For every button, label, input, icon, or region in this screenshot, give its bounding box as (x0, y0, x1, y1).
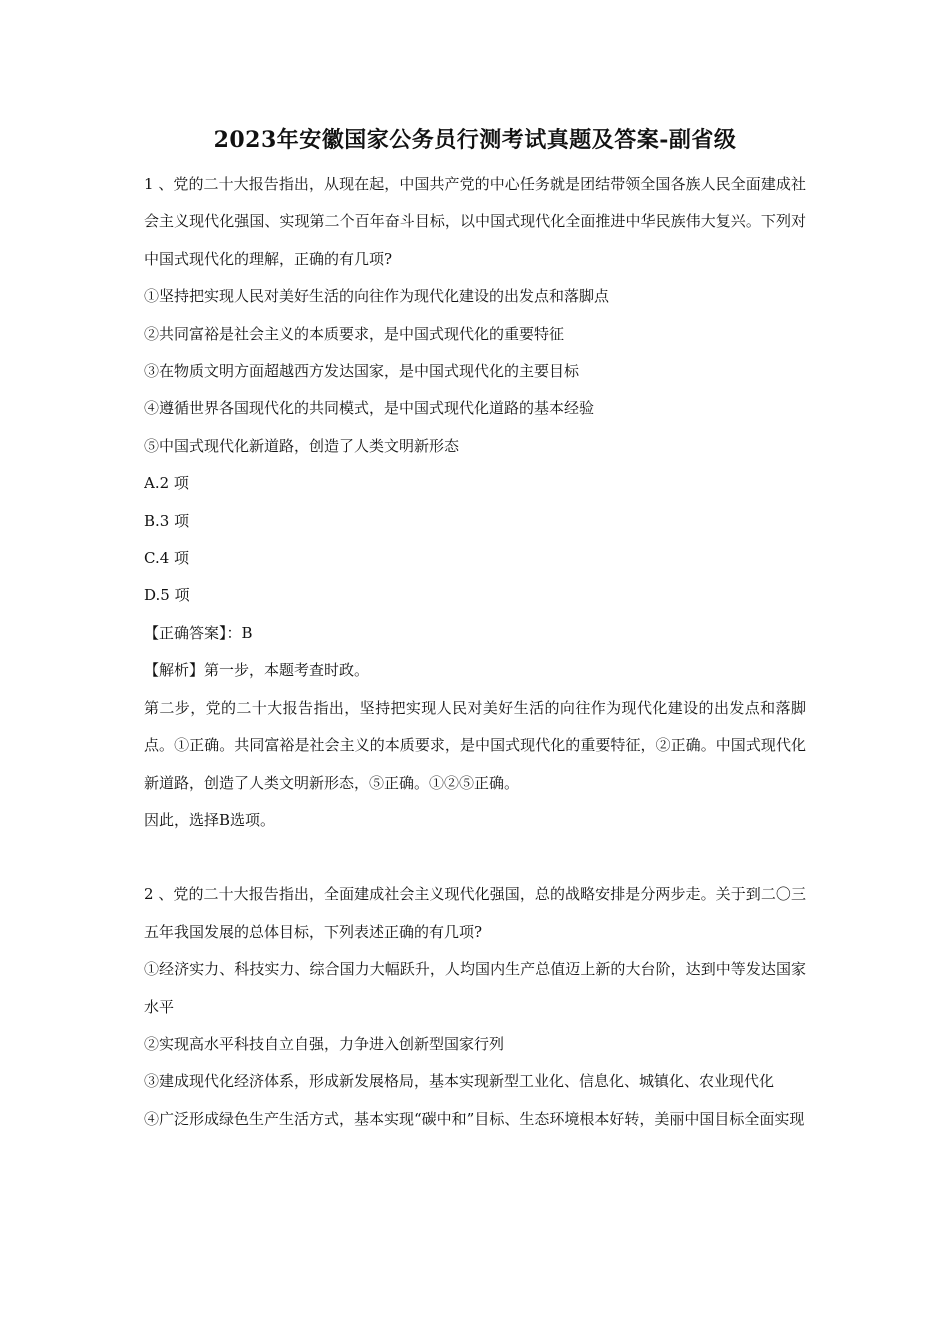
option-c: C.4 项 (144, 549, 190, 568)
question-spacer (144, 839, 806, 876)
statement-2: ②共同富裕是社会主义的本质要求，是中国式现代化的重要特征 (144, 324, 565, 343)
option-a: A.2 项 (144, 474, 189, 493)
question-stem: 2 、党的二十大报告指出，全面建成社会主义现代化强国，总的战略安排是分两步走。关于到二〇三五年我国发展的总体目标，下列表述正确的有几项? (144, 885, 806, 941)
question-2 (144, 876, 806, 1138)
statement-4: ④广泛形成绿色生产生活方式，基本实现“碳中和”目标、生态环境根本好转，美丽中国目标全面实现 (144, 1109, 805, 1128)
statement-3: ③建成现代化经济体系，形成新发展格局，基本实现新型工业化、信息化、城镇化、农业现代化 (144, 1072, 775, 1091)
statement-1: ①坚持把实现人民对美好生活的向往作为现代化建设的出发点和落脚点 (144, 287, 610, 306)
question-stem: 1 、党的二十大报告指出，从现在起，中国共产党的中心任务就是团结带领全国各族人民全面建成社会主义现代化强国、实现第二个百年奋斗目标，以中国式现代化全面推进中华民族伟大复兴。下列对中国式现代化的理解，正确的有几项? (144, 175, 806, 268)
analysis-step-1: 【解析】第一步，本题考查时政。 (144, 661, 370, 680)
analysis-step-2: 第二步，党的二十大报告指出，坚持把实现人民对美好生活的向往作为现代化建设的出发点和落脚点。①正确。共同富裕是社会主义的本质要求，是中国式现代化的重要特征，②正确。中国式现代化新道路，创造了人类文明新形态，⑤正确。①②⑤正确。 (144, 698, 806, 792)
question-1 (144, 166, 806, 839)
statement-2: ②实现高水平科技自立自强，力争进入创新型国家行列 (144, 1034, 505, 1053)
document-title: 2023年安徽国家公务员行测考试真题及答案-副省级 (213, 127, 737, 153)
option-d: D.5 项 (144, 586, 190, 605)
statement-1: ①经济实力、科技实力、综合国力大幅跃升，人均国内生产总值迈上新的大台阶，达到中等发达国家水平 (144, 960, 806, 1016)
analysis-conclusion: 因此，选择B选项。 (144, 810, 276, 829)
statement-4: ④遵循世界各国现代化的共同模式，是中国式现代化道路的基本经验 (144, 399, 595, 418)
statement-3: ③在物质文明方面超越西方发达国家，是中国式现代化的主要目标 (144, 362, 580, 381)
statement-5: ⑤中国式现代化新道路，创造了人类文明新形态 (144, 436, 460, 455)
option-b: B.3 项 (144, 511, 190, 530)
correct-answer: 【正确答案】：B (144, 623, 253, 642)
